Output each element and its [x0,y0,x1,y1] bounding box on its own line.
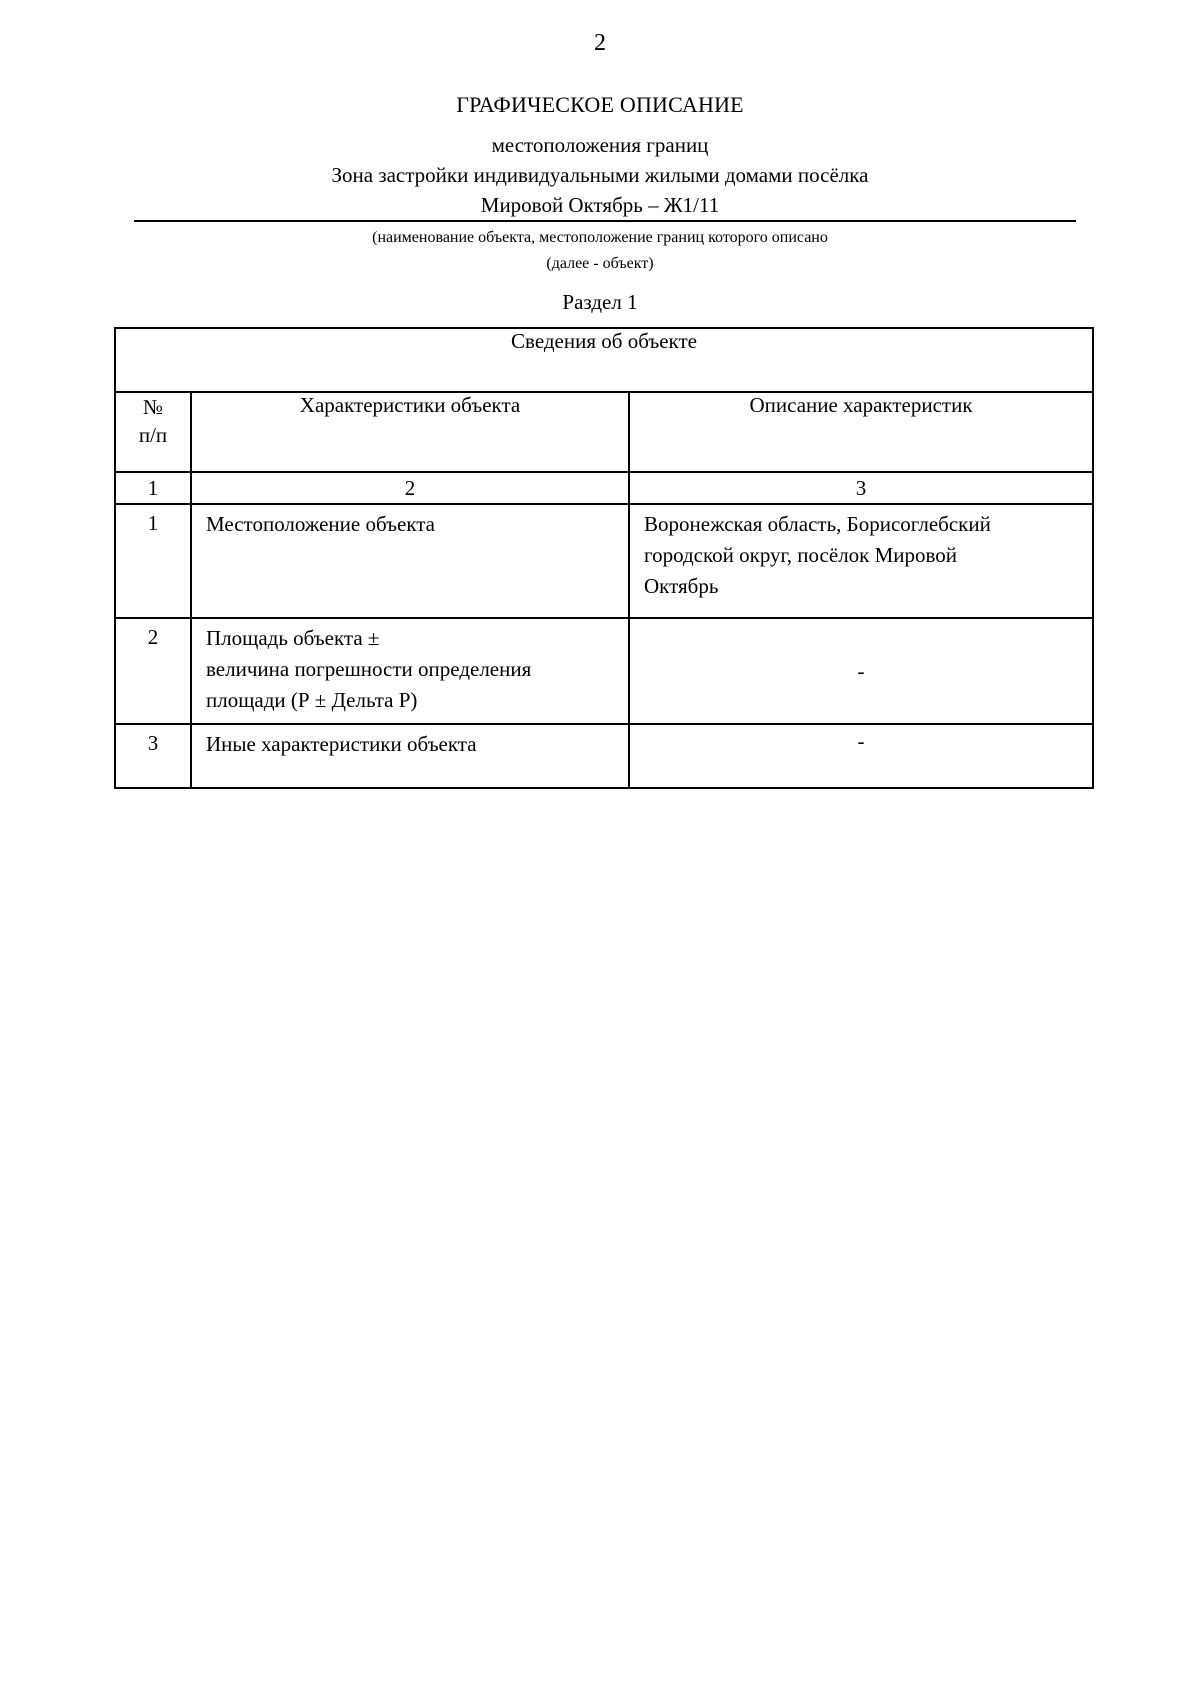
table-caption-row [115,328,1093,392]
row-characteristic [191,724,629,788]
row-num: 1 [115,504,191,618]
object-name [0,130,1200,220]
cell-line: - [857,658,865,683]
header-num [115,392,191,472]
table-header-row [115,392,1093,472]
document-title: ГРАФИЧЕСКОЕ ОПИСАНИЕ [456,92,744,117]
cell-line: Площадь объекта ± [206,626,380,650]
column-index: 1 [115,472,191,504]
table-row [115,618,1093,724]
object-name-caption [0,225,1200,277]
cell-line: - [857,729,865,753]
header-num-symbol: № [142,395,164,419]
subtitle-line: местоположения границ [491,133,709,157]
subtitle-line: Мировой Октябрь – Ж1/11 [480,193,720,217]
table-caption: Сведения об объекте [115,328,1093,392]
cell-line: Воронежская область, Борисоглебский [644,512,991,536]
caption-line: (наименование объекта, местоположение границ которого описано [372,229,828,246]
column-index: 3 [629,472,1093,504]
cell-line: площади (Р ± Дельта Р) [206,688,418,712]
row-num: 2 [115,618,191,724]
header-num-label: п/п [138,423,168,447]
table-row [115,504,1093,618]
row-description [629,724,1093,788]
cell-line: городской округ, посёлок Мировой [644,543,958,567]
row-description [629,504,1093,618]
page-number: 2 [594,30,606,56]
cell-line: величина погрешности определения [206,657,532,681]
row-characteristic [191,504,629,618]
column-index-row [115,472,1093,504]
caption-line: (далее - объект) [546,255,654,272]
cell-line: Местоположение объекта [206,512,436,536]
underline-rule [134,220,1076,222]
table-row [115,724,1093,788]
subtitle-line: Зона застройки индивидуальными жилыми домами посёлка [331,163,869,187]
row-characteristic [191,618,629,724]
row-description [629,618,1093,724]
row-num: 3 [115,724,191,788]
cell-line: Октябрь [644,574,719,598]
object-info-table [114,327,1094,789]
header-description: Описание характеристик [629,392,1093,472]
header-characteristic: Характеристики объекта [191,392,629,472]
section-heading: Раздел 1 [562,290,638,314]
cell-line: Иные характеристики объекта [206,732,477,756]
column-index: 2 [191,472,629,504]
